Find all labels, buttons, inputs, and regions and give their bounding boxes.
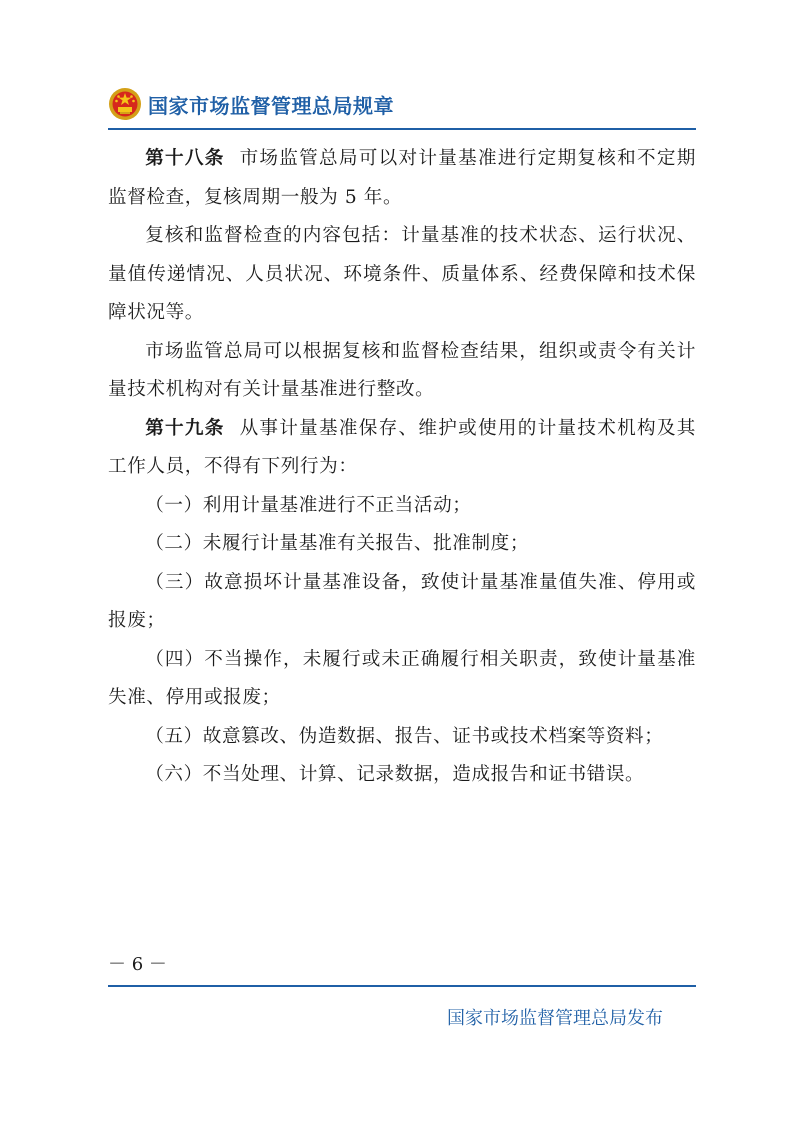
list-item: （五）故意篡改、伪造数据、报告、证书或技术档案等资料； — [145, 725, 664, 747]
list-item: （四）不当操作，未履行或未正确履行相关职责，致使计量基准失准、停用或报废； — [108, 648, 696, 708]
article-text: 从事计量基准保存、维护或使用的计量技术机构及其工作人员，不得有下列行为： — [108, 417, 696, 477]
footer-publisher: 国家市场监督管理总局发布 — [447, 1008, 663, 1029]
article-19 — [108, 410, 696, 487]
document-body — [108, 140, 696, 795]
article-number: 第十八条 — [145, 148, 225, 169]
list-item: （六）不当处理、计算、记录数据，造成报告和证书错误。 — [145, 764, 645, 785]
header-title: 国家市场监督管理总局规章 — [148, 93, 394, 118]
page-number: － 6 － — [108, 954, 167, 975]
paragraph: 市场监管总局可以根据复核和监督检查结果，组织或责令有关计量技术机构对有关计量基准进行整改。 — [108, 340, 696, 400]
article-18 — [108, 140, 696, 217]
article-number: 第十九条 — [145, 417, 225, 439]
list-item: （一）利用计量基准进行不正当活动； — [145, 494, 472, 516]
national-emblem-icon — [108, 87, 142, 121]
paragraph: 复核和监督检查的内容包括：计量基准的技术状态、运行状况、量值传递情况、人员状况、环境条件、质量体系、经费保障和技术保障状况等。 — [108, 225, 696, 323]
footer-divider — [108, 985, 696, 987]
document-header — [108, 84, 394, 124]
list-item: （二）未履行计量基准有关报告、批准制度； — [145, 533, 530, 554]
list-item: （三）故意损坏计量基准设备，致使计量基准量值失准、停用或报废； — [108, 571, 696, 631]
header-divider — [108, 128, 696, 130]
article-text: 市场监管总局可以对计量基准进行定期复核和不定期监督检查，复核周期一般为 5 年。 — [108, 148, 696, 208]
